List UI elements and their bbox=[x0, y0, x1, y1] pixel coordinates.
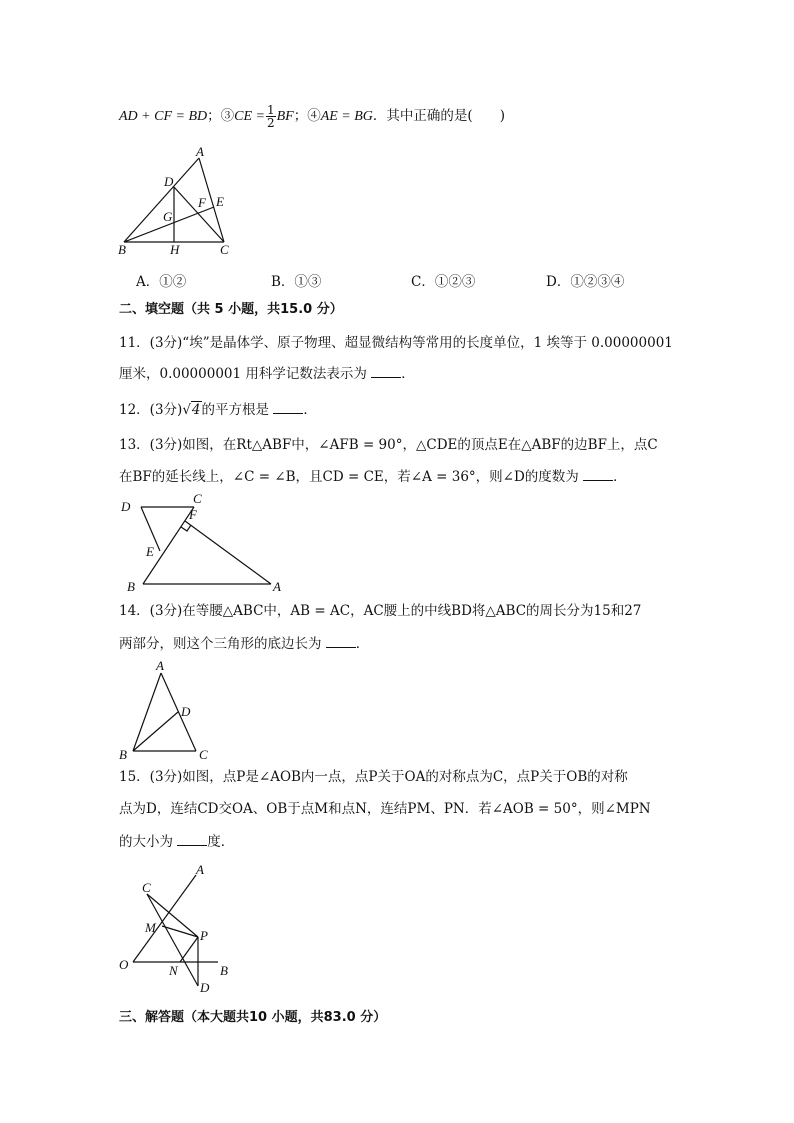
q10-label-e: E bbox=[216, 194, 224, 209]
q15-line2: 点为D，连结CD交OA、OB于点M和点N，连结PM、PN．若∠AOB = 50°，则∠MPN bbox=[119, 801, 651, 817]
q15-label-b: B bbox=[220, 963, 228, 978]
q10-sep1: ；③ bbox=[207, 108, 235, 124]
q15-label-m: M bbox=[145, 920, 156, 935]
q15-label-d: D bbox=[200, 980, 210, 995]
q11-line2-text: 厘米，0.00000001 用科学记数法表示为 bbox=[119, 366, 367, 382]
q10-option-b: B．①③ bbox=[271, 274, 322, 290]
q15-label-p: P bbox=[200, 928, 208, 943]
q10-tail: ．其中正确的是( ) bbox=[372, 108, 505, 124]
q12-suffix: 的平方根是 bbox=[201, 402, 270, 418]
q10-label-g: G bbox=[163, 209, 173, 224]
q13-label-b: B bbox=[127, 579, 135, 594]
q10-sep2: ；④ bbox=[293, 108, 321, 124]
q10-part-c: AE = BG bbox=[320, 109, 373, 124]
q15-end: 度． bbox=[207, 834, 235, 850]
q12-end: ． bbox=[303, 402, 317, 418]
q11-end: ． bbox=[401, 366, 415, 382]
q14-label-a: A bbox=[156, 658, 164, 673]
q15-seg-np bbox=[180, 937, 198, 962]
q15-line1: 15．(3分)如图，点P是∠AOB内一点，点P关于OA的对称点为C，点P关于OB的对称 bbox=[119, 769, 628, 785]
q10-part-a: AD + CF = BD bbox=[119, 109, 208, 124]
q14-line2-text: 两部分，则这个三角形的底边长为 bbox=[119, 636, 322, 652]
q12-sqrt: √4 bbox=[182, 402, 201, 418]
q10-frac-num: 1 bbox=[266, 103, 275, 117]
q10-label-b: B bbox=[118, 242, 126, 257]
q12-prefix: 12．(3分) bbox=[119, 402, 183, 418]
q10-part-b-lhs: CE = bbox=[234, 109, 265, 124]
q10-label-c: C bbox=[220, 242, 229, 257]
q13-label-d: D bbox=[121, 499, 131, 514]
q15-label-a: A bbox=[196, 862, 204, 877]
q14-label-b: B bbox=[119, 747, 127, 762]
q15-line3-text: 的大小为 bbox=[119, 834, 173, 850]
q13-end: ． bbox=[613, 469, 627, 485]
q10-part-b-rhs: BF bbox=[276, 109, 294, 124]
q11-line1: 11．(3分)“埃”是晶体学、原子物理、超显微结构等常用的长度单位，1 埃等于 0.00000001 bbox=[119, 335, 673, 351]
q13-line2-text: 在BF的延长线上，∠C = ∠B，且CD = CE，若∠A = 36°，则∠D的度数为 bbox=[119, 469, 579, 485]
q15-label-o: O bbox=[119, 957, 129, 972]
section-2-title: 二、填空题（共 5 小题，共15.0 分） bbox=[119, 302, 343, 317]
q13-label-c: C bbox=[193, 491, 202, 506]
q10-label-f: F bbox=[198, 195, 206, 210]
q10-option-d: D．①②③④ bbox=[546, 274, 625, 290]
q10-label-h: H bbox=[170, 242, 180, 257]
q13-line1: 13．(3分)如图，在Rt△ABF中，∠AFB = 90°，△CDE的顶点E在△ABF的边BF上，点C bbox=[119, 437, 658, 453]
q10-frac-den: 2 bbox=[266, 116, 275, 130]
q14-label-d: D bbox=[181, 704, 191, 719]
q10-option-c: C．①②③ bbox=[411, 274, 476, 290]
q13-label-a: A bbox=[273, 579, 281, 594]
q14-label-c: C bbox=[199, 747, 208, 762]
q14-line1: 14．(3分)在等腰△ABC中，AB = AC，AC腰上的中线BD将△ABC的周长分为15和27 bbox=[119, 603, 642, 619]
q10-option-a: A．①② bbox=[136, 274, 187, 290]
q10-label-d: D bbox=[164, 174, 174, 189]
q15-label-n: N bbox=[169, 963, 178, 978]
section-3-title: 三、解答题（本大题共10 小题，共83.0 分） bbox=[119, 1010, 387, 1025]
q14-end: ． bbox=[355, 636, 370, 652]
q15-label-c: C bbox=[142, 880, 151, 895]
q13-label-f: F bbox=[189, 507, 197, 522]
q12-radicand: 4 bbox=[191, 402, 201, 418]
q13-label-e: E bbox=[146, 544, 154, 559]
q10-label-a: A bbox=[196, 144, 204, 159]
